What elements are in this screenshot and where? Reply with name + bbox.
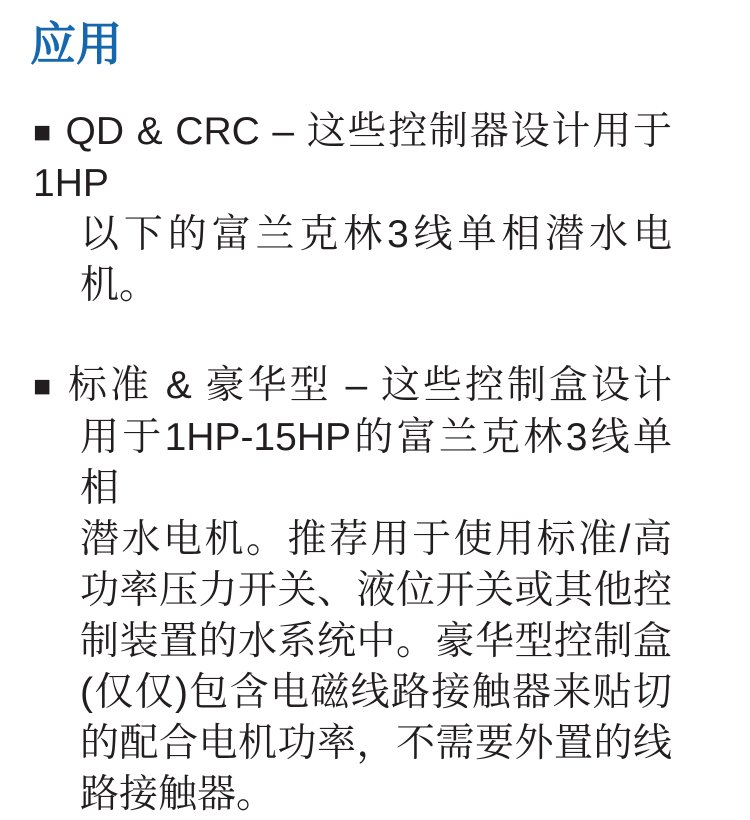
- bullet-line: [33, 360, 672, 412]
- bullet-text: 路接触器。: [80, 773, 276, 816]
- bullet-text: 功率压力开关、液位开关或其他控: [80, 569, 672, 612]
- bullet-text: 潜水电机。推荐用于使用标准/高: [80, 518, 672, 561]
- bullet-text: 制装置的水系统中。豪华型控制盒: [80, 620, 672, 663]
- bullet-item-standard-deluxe: [33, 360, 672, 820]
- bullet-item-qd-crc: [33, 106, 672, 311]
- page-title: 应用: [30, 18, 122, 70]
- bullet-text: 用于1HP-15HP的富兰克林3线单相: [80, 416, 672, 510]
- bullet-square-icon: ■: [33, 370, 55, 403]
- bullet-text: QD & CRC – 这些控制器设计用于1HP: [33, 110, 672, 205]
- bullet-square-icon: ■: [33, 116, 53, 149]
- document-page: [0, 14, 750, 816]
- bullet-text: 以下的富兰克林3线单相潜水电机。: [80, 213, 672, 307]
- bullet-list: [33, 106, 672, 820]
- bullet-text: (仅仅)包含电磁线路接触器来贴切: [80, 671, 672, 714]
- bullet-line: [33, 106, 672, 209]
- bullet-text: 的配合电机功率，不需要外置的线: [80, 722, 672, 765]
- bullet-text: 标准 & 豪华型 – 这些控制盒设计: [67, 364, 672, 407]
